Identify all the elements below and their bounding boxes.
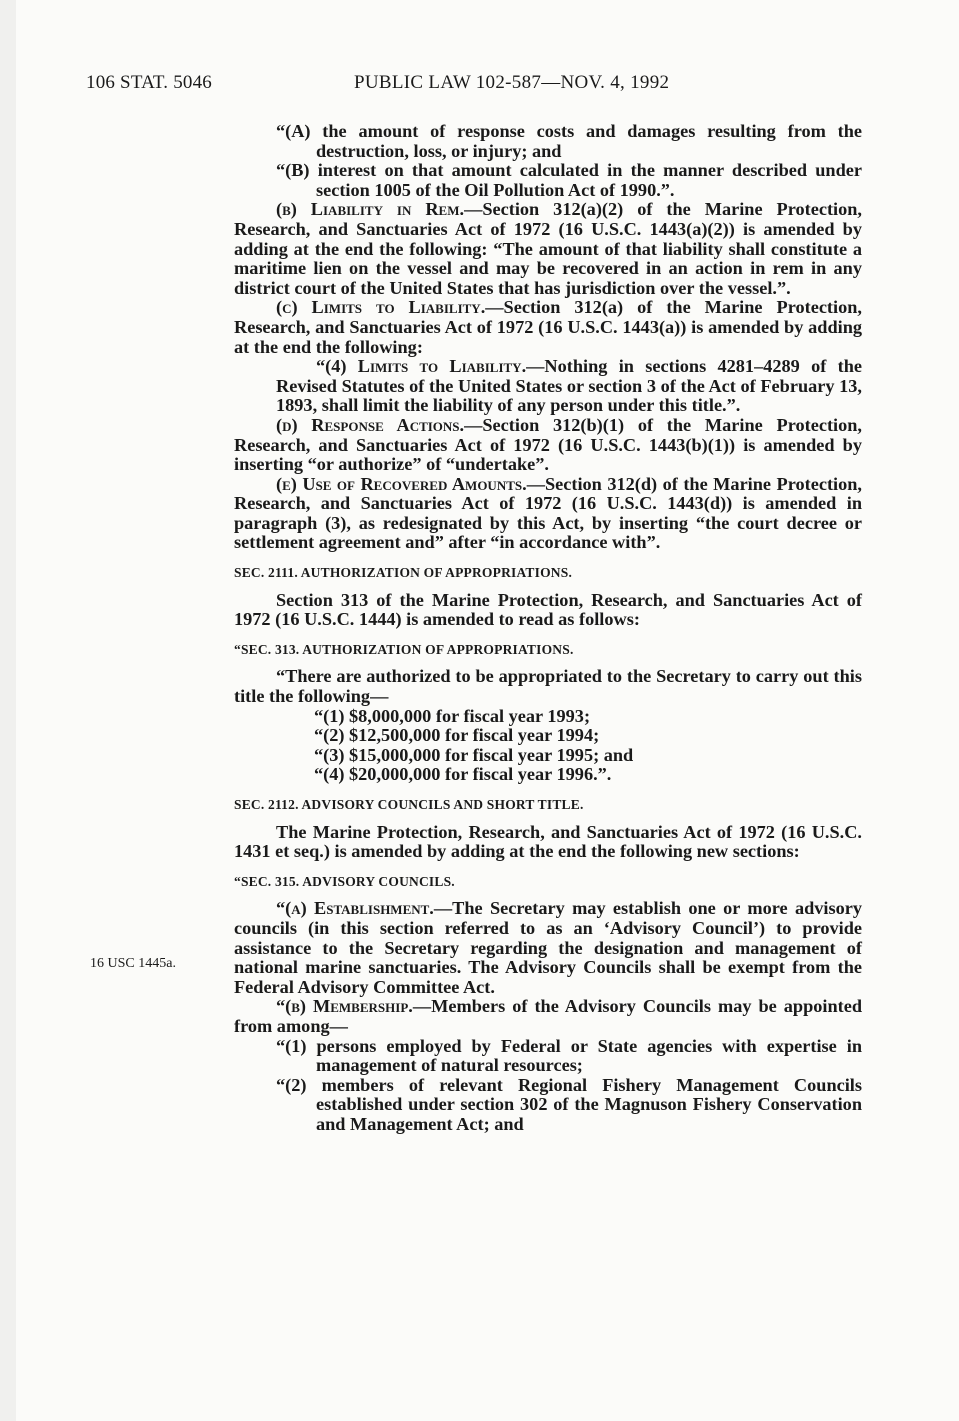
subsection-d [234,416,862,475]
subsection-d-heading: (d) Response Actions. [276,414,465,435]
section-313-heading: “SEC. 313. AUTHORIZATION OF APPROPRIATIONS. [234,641,574,657]
appropriations-list [234,707,862,785]
section-315-b [234,997,862,1036]
section-2111-text: Section 313 of the Marine Protection, Research, and Sanctuaries Act of 1972 (16 U.S.C. 1444) is amended to read as follows: [234,589,862,630]
paragraph-c4-text: —Nothing in sections 4281–4289 of the Revised Statutes of the United States or section 3 of the Act of February 13, 1893, shall limit the liability of any person under this title.”. [276,356,862,416]
subsection-b [234,200,862,298]
subsection-e-heading: (e) Use of Recovered Amounts. [276,473,527,494]
section-315-a-text: —The Secretary may establish one or more advisory councils (in this section referred to as an ‘Advisory Council’) to provide assistance to the Secretary regarding the designation and management of national marine sanctuaries. The Advisory Councils shall be exempt from the Federal Advisory Committee Act. [234,898,862,997]
subsection-c [234,298,862,357]
subsection-b-text: —Section 312(a)(2) of the Marine Protection, Research, and Sanctuaries Act of 1972 (16 U.S.C. 1443(a)(2)) is amended by adding at the end the following: “The amount of that liability shall constitute a maritime lien on the vessel and may be recovered in an action in rem in any district court of the United States that has jurisdiction over the vessel.”. [234,199,862,298]
document-body [234,122,862,1135]
stat-reference: 106 STAT. 5046 [86,72,213,93]
list-item: “(3) $15,000,000 for fiscal year 1995; and [314,744,634,765]
item-b: “(B) interest on that amount calculated in the manner described under section 1005 of the Oil Pollution Act of 1990.”. [276,160,862,200]
paragraph-c4 [234,357,862,416]
section-315-b-1: “(1) persons employed by Federal or State agencies with expertise in management of natural resources; [276,1035,862,1076]
section-315-heading: “SEC. 315. ADVISORY COUNCILS. [234,873,455,889]
subsection-e [234,475,862,553]
section-315-b-2: “(2) members of relevant Regional Fishery Management Councils established under section 302 of the Magnuson Fishery Conservation and Management Act; and [276,1074,862,1134]
section-315-b-text: —Members of the Advisory Councils may be appointed from among— [234,996,862,1036]
subsection-c-heading: (c) Limits to Liability. [276,297,486,318]
subsection-b-heading: (b) Liability in Rem. [276,199,465,220]
section-315-a-heading: “(a) Establishment. [276,898,434,919]
section-315-a [234,899,862,997]
section-2112-heading: SEC. 2112. ADVISORY COUNCILS AND SHORT TITLE. [234,797,584,812]
section-315-b-heading: “(b) Membership. [276,996,413,1017]
paragraph-c4-heading: “(4) Limits to Liability. [316,356,527,377]
list-item: “(4) $20,000,000 for fiscal year 1996.”. [314,764,612,785]
page-header [86,72,786,102]
margin-citation: 16 USC 1445a. [90,956,176,971]
item-a: “(A) the amount of response costs and damages resulting from the destruction, loss, or injury; and [276,121,862,161]
subsection-d-text: —Section 312(b)(1) of the Marine Protection, Research, and Sanctuaries Act of 1972 (16 U.S.C. 1443(b)(1)) is amended by inserting “or authorize” of “undertake”. [234,414,862,475]
list-item: “(2) $12,500,000 for fiscal year 1994; [314,725,600,746]
section-2112-text: The Marine Protection, Research, and Sanctuaries Act of 1972 (16 U.S.C. 1431 et seq.) is amended by adding at the end the following new sections: [234,821,862,862]
list-item: “(1) $8,000,000 for fiscal year 1993; [314,705,591,726]
law-title: PUBLIC LAW 102-587—NOV. 4, 1992 [354,72,670,93]
subsection-c-text: —Section 312(a) of the Marine Protection, Research, and Sanctuaries Act of 1972 (16 U.S.C. 1443(a)) is amended by adding at the end the following: [234,297,862,357]
section-313-text: “There are authorized to be appropriated to the Secretary to carry out this title the following— [234,666,862,707]
subsection-e-text: —Section 312(d) of the Marine Protection, Research, and Sanctuaries Act of 1972 (16 U.S.C. 1443(d)) is amended in paragraph (3), as redesignated by this Act, by inserting “the court decree or settlement agreement and” after “in accordance with”. [234,473,862,553]
scan-gutter [0,0,16,1421]
section-2111-heading: SEC. 2111. AUTHORIZATION OF APPROPRIATIONS. [234,565,573,581]
